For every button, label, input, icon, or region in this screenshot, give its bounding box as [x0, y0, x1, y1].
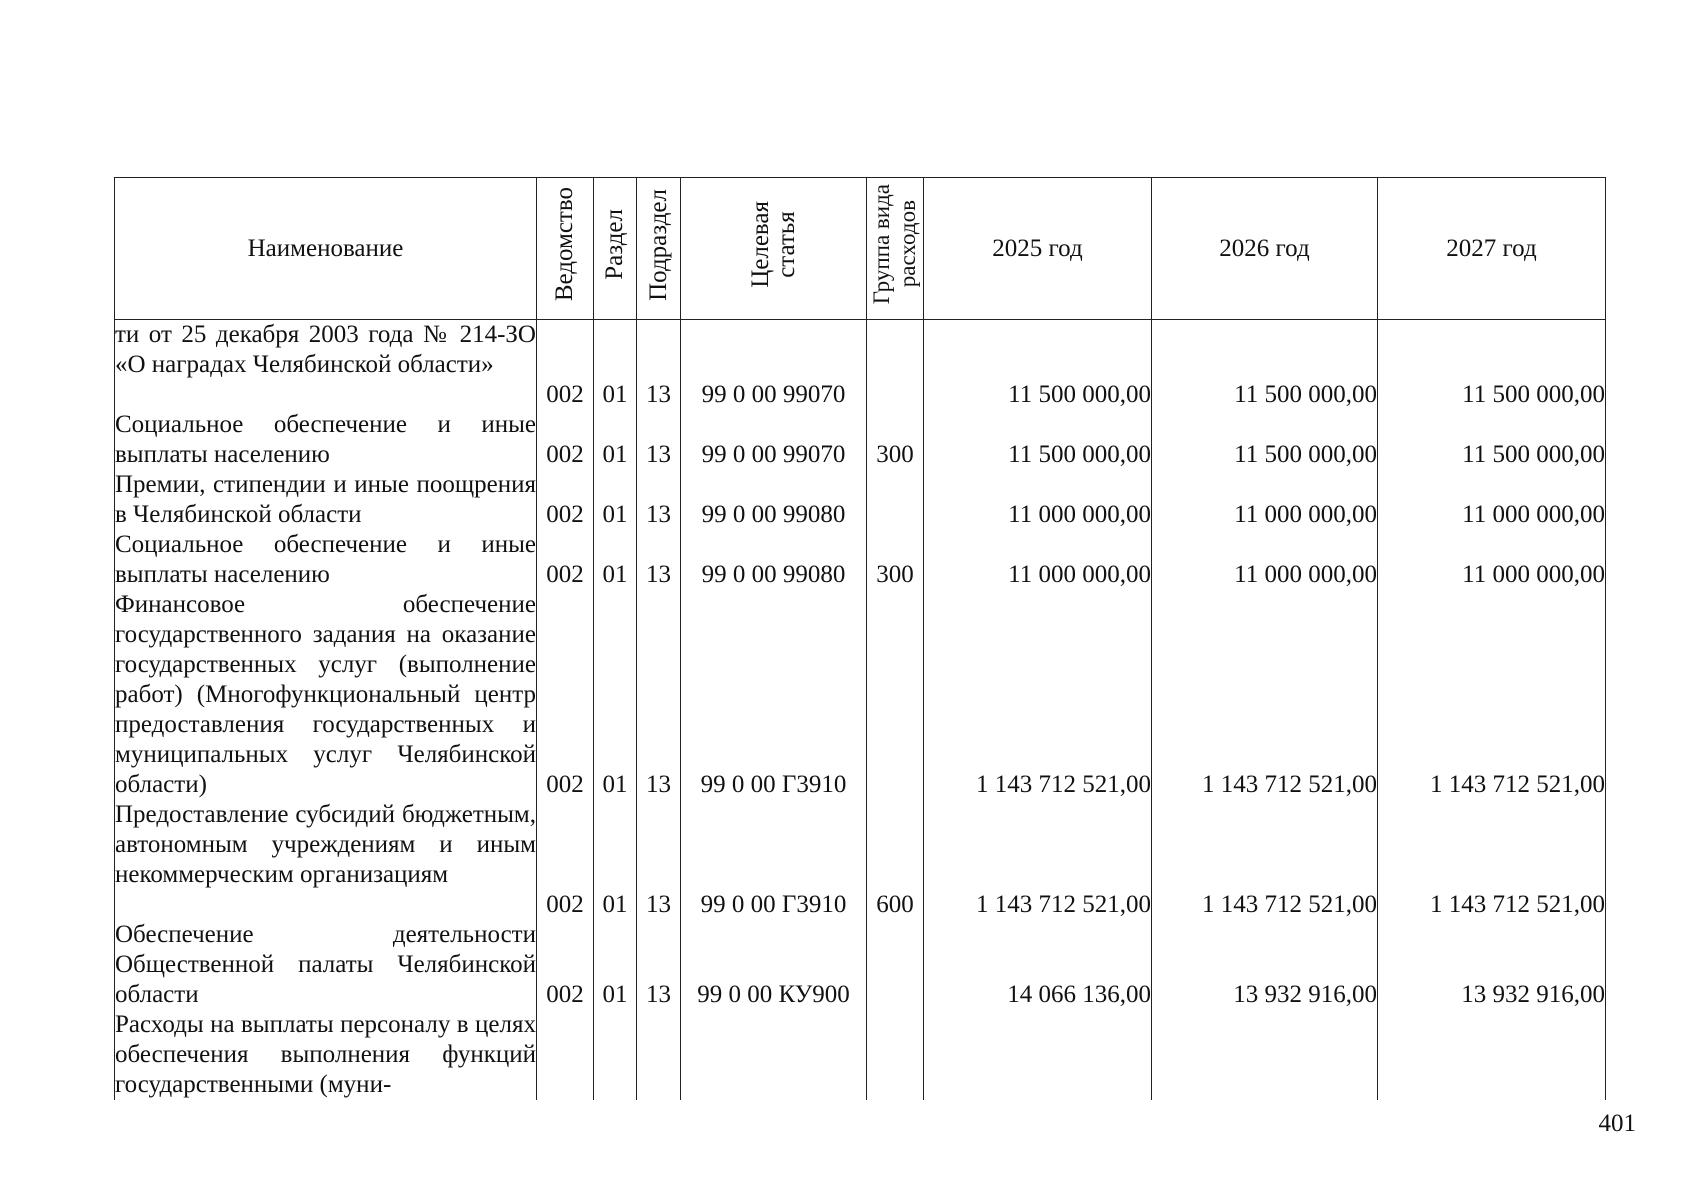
row-amount-2027: 11 000 000,00: [1378, 530, 1606, 590]
row-amount-2026: 1 143 712 521,00: [1152, 590, 1378, 800]
row-amount-2025: [924, 1010, 1152, 1100]
row-amount-2027: 11 000 000,00: [1378, 470, 1606, 530]
row-vedomstvo: 002: [537, 920, 594, 1010]
row-gruppa-vida: [867, 320, 924, 410]
row-amount-2025: 14 066 136,00: [924, 920, 1152, 1010]
header-podrazdel: Подраздел: [637, 178, 681, 320]
row-amount-2025: 11 000 000,00: [924, 470, 1152, 530]
row-razdel: 01: [594, 530, 637, 590]
row-vedomstvo: 002: [537, 410, 594, 470]
row-celevaya-statya: [681, 1010, 867, 1100]
row-razdel: 01: [594, 920, 637, 1010]
row-vedomstvo: 002: [537, 320, 594, 410]
row-gruppa-vida: [867, 920, 924, 1010]
row-celevaya-statya: 99 0 00 Г3910: [681, 800, 867, 920]
header-razdel: Раздел: [594, 178, 637, 320]
row-amount-2027: [1378, 1010, 1606, 1100]
row-podrazdel: 13: [637, 800, 681, 920]
row-celevaya-statya: 99 0 00 99070: [681, 410, 867, 470]
row-amount-2025: 11 500 000,00: [924, 320, 1152, 410]
row-podrazdel: 13: [637, 920, 681, 1010]
row-celevaya-statya: 99 0 00 99080: [681, 470, 867, 530]
row-name: Предоставление субсидий бюджетным, автономным учреждениям и иным некоммерческим организациям: [115, 800, 537, 920]
row-amount-2026: 11 000 000,00: [1152, 530, 1378, 590]
row-podrazdel: 13: [637, 530, 681, 590]
row-podrazdel: 13: [637, 410, 681, 470]
row-razdel: 01: [594, 800, 637, 920]
row-podrazdel: 13: [637, 590, 681, 800]
row-name: Социальное обеспечение и иные выплаты населению: [115, 530, 536, 588]
row-gruppa-vida: 300: [867, 410, 924, 470]
row-amount-2027: 11 500 000,00: [1378, 320, 1606, 410]
header-2027: 2027 год: [1378, 178, 1606, 320]
row-gruppa-vida: [867, 1010, 924, 1100]
row-amount-2026: [1152, 1010, 1378, 1100]
table-row: [115, 410, 1606, 470]
row-amount-2025: 11 500 000,00: [924, 410, 1152, 470]
row-amount-2026: 13 932 916,00: [1152, 920, 1378, 1010]
row-amount-2027: 1 143 712 521,00: [1378, 800, 1606, 920]
row-razdel: 01: [594, 590, 637, 800]
row-gruppa-vida: [867, 470, 924, 530]
row-celevaya-statya: 99 0 00 Г3910: [681, 590, 867, 800]
row-celevaya-statya: 99 0 00 99070: [681, 320, 867, 410]
row-vedomstvo: 002: [537, 470, 594, 530]
row-name: Премии, стипендии и иные поощрения в Челябинской области: [115, 470, 536, 528]
row-celevaya-statya: 99 0 00 КУ900: [681, 920, 867, 1010]
row-name: Финансовое обеспечение государственного задания на оказание государственных услуг (выполнение работ) (Многофункциональный центр предоставления государственных и муниципальных услуг Челябинской области): [115, 590, 536, 798]
row-name: Обеспечение деятельности Общественной палаты Челябинской области: [115, 920, 536, 1008]
row-vedomstvo: [537, 1010, 594, 1100]
header-vedomstvo: Ведомство: [537, 178, 594, 320]
row-amount-2026: 11 000 000,00: [1152, 470, 1378, 530]
row-podrazdel: 13: [637, 320, 681, 410]
row-razdel: 01: [594, 320, 637, 410]
header-name: Наименование: [115, 178, 537, 320]
row-amount-2026: 1 143 712 521,00: [1152, 800, 1378, 920]
table-row: [115, 590, 1606, 800]
table-row: [115, 920, 1606, 1010]
row-name: ти от 25 декабря 2003 года № 214-ЗО «О наградах Челябинской области»: [115, 320, 537, 410]
header-2025: 2025 год: [924, 178, 1152, 320]
table-body: [115, 320, 1606, 1100]
row-celevaya-statya: 99 0 00 99080: [681, 530, 867, 590]
row-gruppa-vida: [867, 590, 924, 800]
row-podrazdel: [637, 1010, 681, 1100]
page-number: 401: [1598, 1110, 1636, 1137]
row-name: Расходы на выплаты персоналу в целях обеспечения выполнения функций государственными (муни-: [115, 1010, 536, 1098]
row-razdel: [594, 1010, 637, 1100]
table-header: [115, 178, 1606, 320]
row-vedomstvo: 002: [537, 590, 594, 800]
row-name: Социальное обеспечение и иные выплаты населению: [115, 410, 536, 468]
row-amount-2027: 1 143 712 521,00: [1378, 590, 1606, 800]
row-razdel: 01: [594, 410, 637, 470]
row-amount-2026: 11 500 000,00: [1152, 410, 1378, 470]
table-row: [115, 320, 1606, 410]
row-gruppa-vida: 300: [867, 530, 924, 590]
row-amount-2027: 13 932 916,00: [1378, 920, 1606, 1010]
header-celevaya-statya: Целевая статья: [681, 178, 867, 320]
row-gruppa-vida: 600: [867, 800, 924, 920]
row-podrazdel: 13: [637, 470, 681, 530]
table-row: [115, 1010, 1606, 1100]
header-gruppa-vida-rashodov: Группа вида расходов: [867, 178, 924, 320]
row-vedomstvo: 002: [537, 800, 594, 920]
row-amount-2026: 11 500 000,00: [1152, 320, 1378, 410]
row-razdel: 01: [594, 470, 637, 530]
table-row: [115, 470, 1606, 530]
budget-table: [114, 177, 1606, 1100]
table-row: [115, 530, 1606, 590]
row-amount-2025: 1 143 712 521,00: [924, 800, 1152, 920]
row-amount-2025: 1 143 712 521,00: [924, 590, 1152, 800]
header-2026: 2026 год: [1152, 178, 1378, 320]
table-row: [115, 800, 1606, 920]
row-amount-2025: 11 000 000,00: [924, 530, 1152, 590]
row-amount-2027: 11 500 000,00: [1378, 410, 1606, 470]
row-vedomstvo: 002: [537, 530, 594, 590]
